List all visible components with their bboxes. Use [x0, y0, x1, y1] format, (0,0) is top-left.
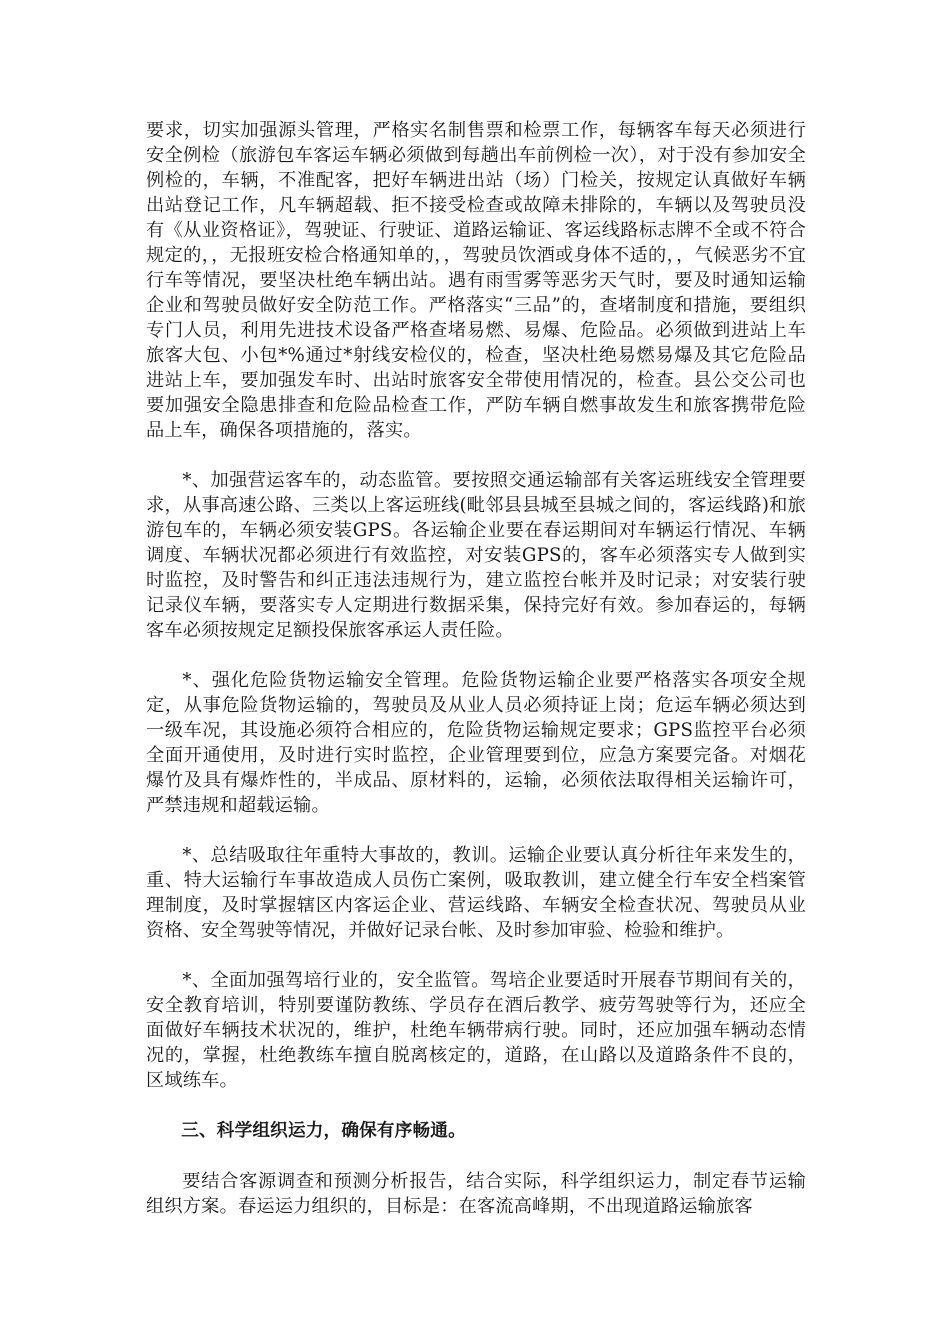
paragraph-hazardous-goods: *、强化危险货物运输安全管理。危险货物运输企业要严格落实各项安全规定，从事危险货物运输的，驾驶员及从业人员必须持证上岗；危运车辆必须达到一级车况，其设施必须符合相应的，危险货物运输规定要求；GPS监控平台必须全面开通使用，及时进行实时监控，企业管理要到位，应急方案要完备。对烟花爆竹及具有爆炸性的，半成品、原材料的，运输，必须依法取得相关运输许可，严禁违规和超载运输。	[146, 670, 806, 816]
paragraph-source-management: 要求，切实加强源头管理，严格实名制售票和检票工作，每辆客车每天必须进行安全例检（旅游包车客运车辆必须做到每趟出车前例检一次），对于没有参加安全例检的，车辆，不准配客，把好车辆进出站（场）门检关，按规定认真做好车辆出站登记工作，凡车辆超载、拒不接受检查或故障未排除的，车辆以及驾驶员没有《从业资格证》，驾驶证、行驶证、道路运输证、客运线路标志牌不全或不符合规定的，，无报班安检合格通知单的，，驾驶员饮酒或身体不适的，，气候恶劣不宜行车等情况，要坚决杜绝车辆出站。遇有雨雪雾等恶劣天气时，要及时通知运输企业和驾驶员做好安全防范工作。严格落实“三品”的，查堵制度和措施，要组织专门人员，利用先进技术设备严格查堵易燃、易爆、危险品。必须做到进站上车旅客大包、小包*%通过*射线安检仪的，检查，坚决杜绝易燃易爆及其它危险品进站上车，要加强发车时、出站时旅客安全带使用情况的，检查。县公交公司也要加强安全隐患排查和危险品检查工作，严防车辆自燃事故发生和旅客携带危险品上车，确保各项措施的，落实。	[146, 120, 806, 441]
document-page	[146, 118, 806, 1219]
paragraph-capacity-organization: 要结合客源调查和预测分析报告，结合实际，科学组织运力，制定春节运输组织方案。春运运力组织的，目标是：在客流高峰期，不出现道路运输旅客	[146, 1171, 806, 1217]
paragraph-driver-training: *、全面加强驾培行业的，安全监管。驾培企业要适时开展春节期间有关的，安全教育培训，特别要谨防教练、学员存在酒后教学、疲劳驾驶等行为，还应全面做好车辆技术状况的，维护，杜绝车辆带病行驶。同时，还应加强车辆动态情况的，掌握，杜绝教练车擅自脱离核定的，道路，在山路以及道路条件不良的，区域练车。	[146, 970, 806, 1091]
paragraph-dynamic-monitoring: *、加强营运客车的，动态监管。要按照交通运输部有关客运班线安全管理要求，从事高速公路、三类以上客运班线(毗邻县县城至县城之间的，客运线路)和旅游包车的，车辆必须安装GPS。各运输企业要在春运期间对车辆运行情况、车辆调度、车辆状况都必须进行有效监控，对安装GPS的，客车必须落实专人做到实时监控，及时警告和纠正违法违规行为，建立监控台帐并及时记录；对安装行驶记录仪车辆，要落实专人定期进行数据采集，保持完好有效。参加春运的，每辆客车必须按规定足额投保旅客承运人责任险。	[146, 470, 806, 641]
paragraph-accident-lessons: *、总结吸取往年重特大事故的，教训。运输企业要认真分析往年来发生的，重、特大运输行车事故造成人员伤亡案例，吸取教训，建立健全行车安全档案管理制度，及时掌握辖区内客运企业、营运线路、车辆安全检查状况、驾驶员从业资格、安全驾驶等情况，并做好记录台帐、及时参加审验、检验和维护。	[146, 845, 806, 941]
section-heading: 三、科学组织运力，确保有序畅通。	[181, 1121, 466, 1141]
